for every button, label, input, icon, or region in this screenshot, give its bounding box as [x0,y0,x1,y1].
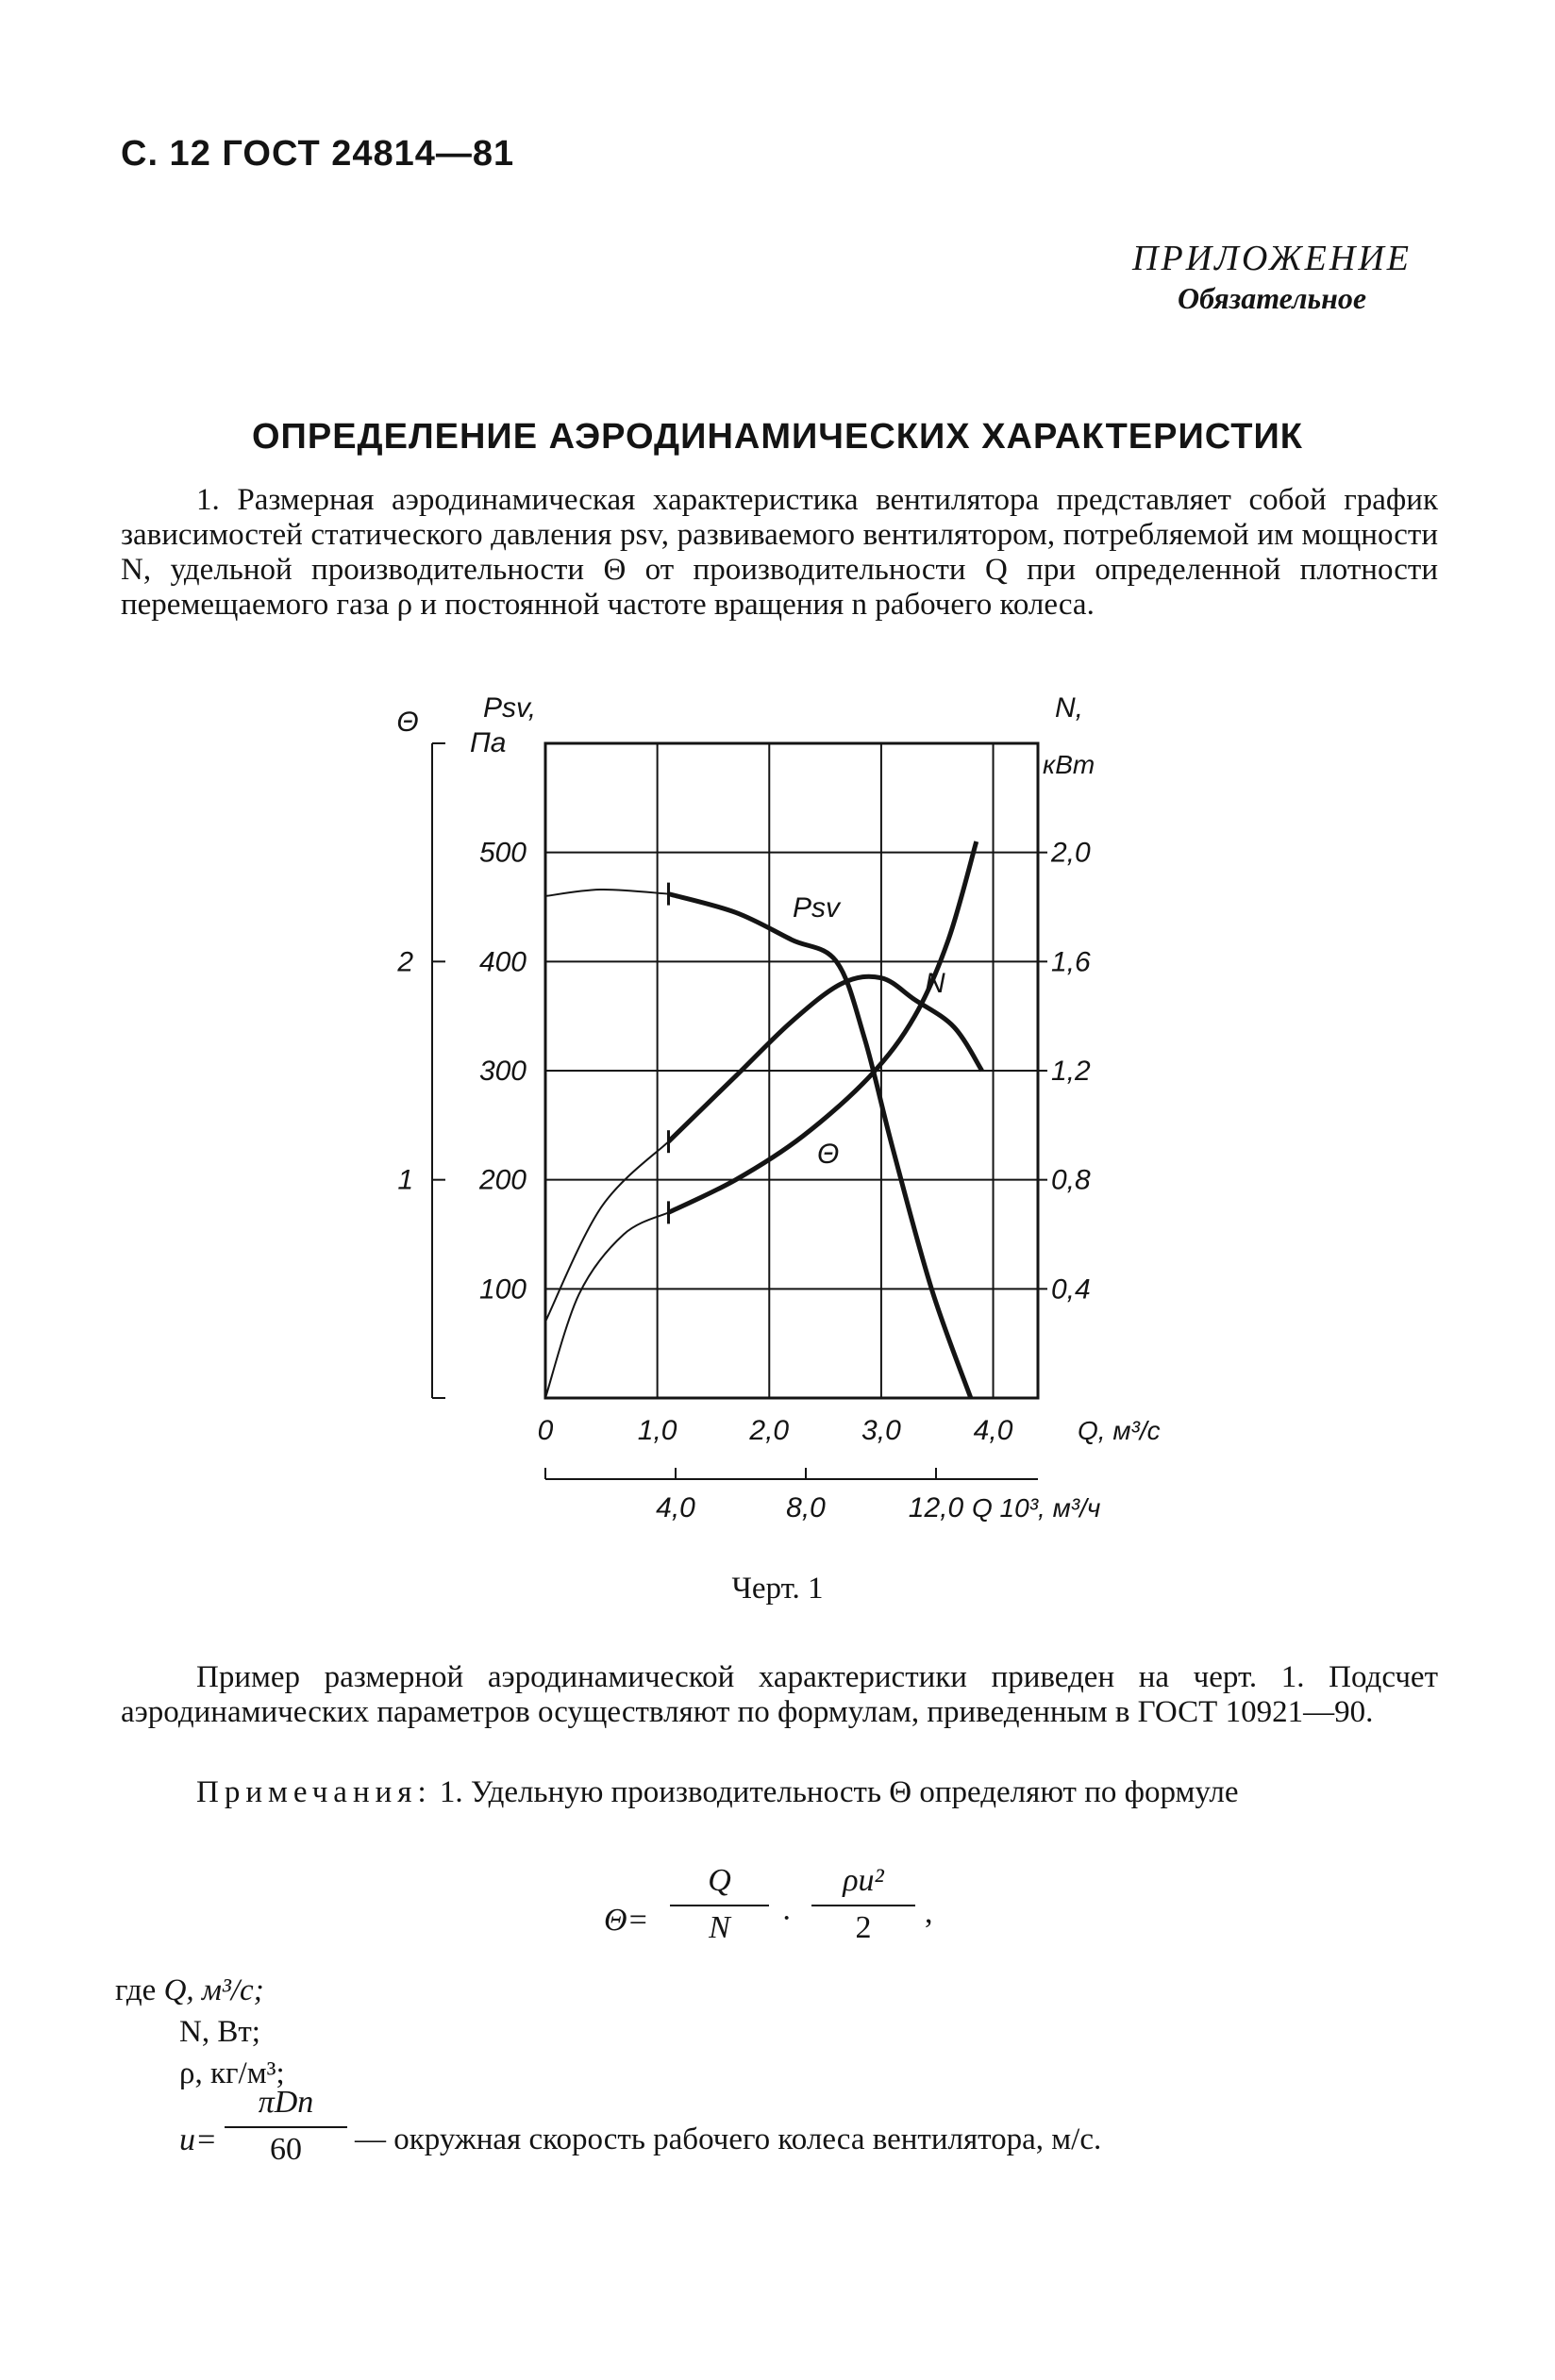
fraction-numerator: ρu² [843,1863,884,1898]
psv-curve-light [545,890,669,896]
variable-list [115,1970,285,2094]
formula-lhs: Θ= [604,1903,649,1938]
paragraph-2 [121,1660,1438,1730]
where-intro: где [115,1973,157,2007]
theta-curve-label: Θ [817,1139,840,1170]
fraction-rho-u2 [811,1863,915,1946]
y-right-tick-label: 0,8 [1051,1164,1091,1196]
y-left-tick-label: 300 [478,1056,527,1087]
note-text: 1. Удельную производительность Θ определяют по формуле [439,1775,1239,1809]
x-tick-label: 1,0 [637,1415,677,1446]
fraction-denominator: 60 [270,2132,302,2167]
appendix-status: Обязательное [1177,281,1367,315]
x-tick-label: 0 [537,1415,554,1446]
appendix-label: ПРИЛОЖЕНИЕ [1132,239,1412,278]
u-description: — окружная скорость рабочего колеса вентилятора, м/с. [355,2122,1102,2156]
y-right-axis-label: N, [1055,692,1083,724]
y-left-tick-label: 100 [478,1273,527,1306]
page-header: С. 12 ГОСТ 24814—81 [121,134,515,174]
y-left-tick-label: 200 [478,1164,527,1196]
theta-axis-label: Θ [396,707,419,738]
y-right-tick-label: 2,0 [1051,837,1091,869]
y-right-tick-label: 1,6 [1051,946,1091,978]
paragraph-2-text: Пример размерной аэродинамической характеристики приведен на черт. 1. Подсчет аэродинамических параметров осуществляют по формулам, приведенным в ГОСТ 10921—90. [121,1660,1438,1729]
x-tick-label: 2,0 [749,1415,790,1446]
fraction-denominator: N [709,1910,730,1945]
where-item: Q, м³/с; [163,1973,264,2007]
figure-caption: Черт. 1 [731,1572,824,1606]
section-title: ОПРЕДЕЛЕНИЕ АЭРОДИНАМИЧЕСКИХ ХАРАКТЕРИСТИК [251,417,1303,457]
paragraph-1-text: 1. Размерная аэродинамическая характеристика вентилятора представляет собой график зависимостей статического давления psv, развиваемого вентилятором, потребляемой им мощности N, удельной производительности Θ от производительности Q при определенной плотности перемещаемого газа ρ и постоянной частоте вращения n рабочего колеса. [121,483,1438,622]
theta-formula [604,1863,981,1976]
x-axis-label: Q, м³/с [1078,1416,1161,1445]
y-right-tick-label: 0,4 [1051,1273,1091,1306]
x-tick-label: 4,0 [973,1415,1013,1446]
theta-tick-label: 2 [397,946,413,978]
x2-tick-label: 4,0 [656,1492,695,1523]
x2-tick-label: 8,0 [786,1492,826,1523]
fraction-denominator: 2 [855,1910,872,1945]
fraction-numerator: πDn [258,2085,314,2120]
x2-tick-label: 12,0 [908,1492,964,1523]
chart-curves [545,841,982,1398]
y-right-axis-unit: кВт [1043,750,1095,779]
u-lhs: u= [179,2122,217,2157]
y-right-tick-label: 1,2 [1051,1056,1091,1087]
theta-curve-light [545,1212,669,1398]
u-formula [179,2085,1312,2189]
y-left-tick-label: 400 [478,946,527,978]
fraction-numerator: Q [708,1863,731,1898]
x-tick-label: 3,0 [861,1415,901,1446]
formula-tail: , [925,1895,933,1930]
where-item: N, Вт; [179,2015,260,2049]
formula-dot: · [781,1901,793,1936]
psv-curve-label: Psv [793,892,841,924]
power-curve-label: N [925,968,945,999]
x2-axis-label: Q 10³, м³/ч [972,1493,1101,1523]
where-item: ρ, кг/м³; [179,2056,285,2090]
u-fraction [225,2085,347,2168]
y-left-tick-label: 500 [478,837,527,869]
where-line-1 [115,1970,285,2011]
note [121,1775,1438,1810]
y-left-axis-unit: Па [470,727,507,758]
note-label: Примечания: [196,1775,432,1809]
theta-tick-label: 1 [397,1164,413,1196]
power-curve-light [545,1141,669,1322]
y-left-axis-label: Psv, [483,692,537,724]
fraction-q-n [670,1863,769,1946]
